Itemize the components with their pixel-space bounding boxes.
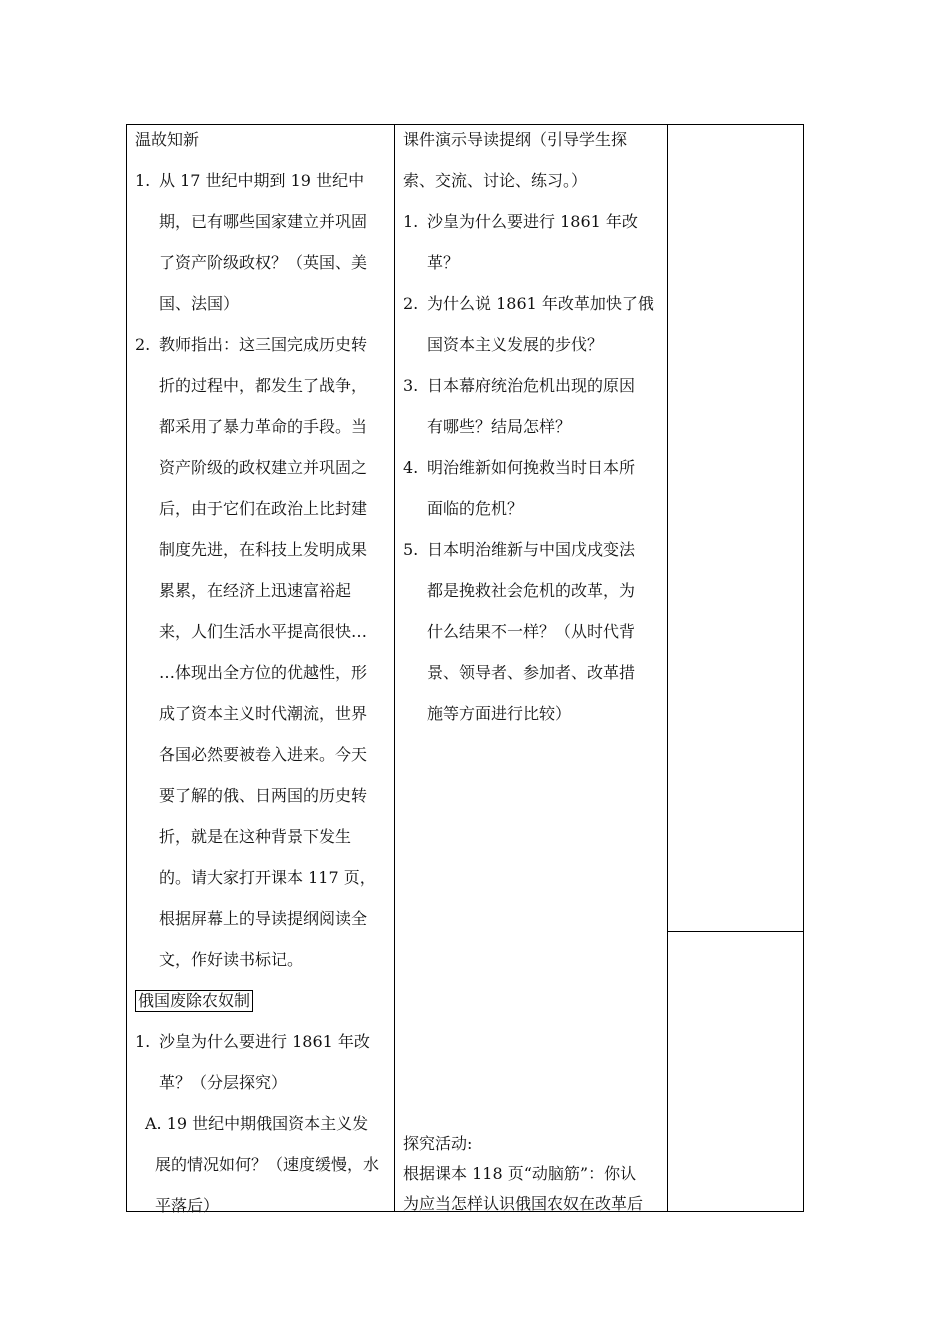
question-item: 4. 明治维新如何挽救当时日本所 (403, 458, 636, 477)
notes-cell-top (675, 125, 800, 925)
question-line: 有哪些？结局怎样？ (427, 417, 572, 436)
list-item-line: 国、法国） (159, 294, 240, 313)
list-item: 1. 从 17 世纪中期到 19 世纪中 (135, 171, 365, 190)
sub-question: A. 19 世纪中期俄国资本主义发 (145, 1114, 369, 1133)
list-item-line: 了资产阶级政权？（英国、美 (159, 253, 368, 272)
list-item-line: 文，作好读书标记。 (159, 950, 304, 969)
column-1-content (135, 119, 390, 1226)
outline-intro: 课件演示导读提纲（引导学生探 (403, 130, 628, 149)
question-line: 什么结果不一样？（从时代背 (427, 622, 636, 641)
list-item-line: 来，人们生活水平提高很快… (159, 622, 368, 641)
sub-question-line: 平落后） (155, 1196, 220, 1215)
column-divider-2 (667, 125, 668, 1211)
activity-block (403, 1129, 665, 1219)
list-item-line: …体现出全方位的优越性，形 (159, 663, 368, 682)
list-item-line: 期，已有哪些国家建立并巩固 (159, 212, 368, 231)
activity-line: 为应当怎样认识俄国农奴在改革后 (403, 1194, 644, 1213)
list-item: 1. 沙皇为什么要进行 1861 年改 (135, 1032, 370, 1051)
list-item-line: 革？（分层探究） (159, 1073, 288, 1092)
list-item-line: 制度先进，在科技上发明成果 (159, 540, 368, 559)
list-item-line: 累累，在经济上迅速富裕起 (159, 581, 352, 600)
list-item-line: 的。请大家打开课本 117 页， (159, 868, 376, 887)
question-item: 3. 日本幕府统治危机出现的原因 (403, 376, 636, 395)
outline-intro-line: 索、交流、讨论、练习。） (403, 171, 588, 190)
question-line: 景、领导者、参加者、改革措 (427, 663, 636, 682)
sub-question-line: 展的情况如何？（速度缓慢，水 (155, 1155, 380, 1174)
list-item-line: 折，就是在这种背景下发生 (159, 827, 352, 846)
list-item-line: 成了资本主义时代潮流，世界 (159, 704, 368, 723)
list-item-line: 都采用了暴力革命的手段。当 (159, 417, 368, 436)
activity-line: 根据课本 118 页“动脑筋”：你认 (403, 1164, 637, 1183)
column-2-content (403, 119, 665, 734)
column-divider-1 (394, 125, 395, 1211)
activity-title: 探究活动: (403, 1134, 473, 1153)
list-item: 2. 教师指出：这三国完成历史转 (135, 335, 368, 354)
question-line: 革？ (427, 253, 460, 272)
question-line: 国资本主义发展的步伐？ (427, 335, 604, 354)
notes-cell-bottom (675, 935, 800, 1205)
list-item-line: 根据屏幕上的导读提纲阅读全 (159, 909, 368, 928)
question-item: 5. 日本明治维新与中国戊戌变法 (403, 540, 636, 559)
list-item-line: 后，由于它们在政治上比封建 (159, 499, 368, 518)
lesson-table (126, 124, 804, 1215)
question-item: 2. 为什么说 1861 年改革加快了俄 (403, 294, 654, 313)
review-heading: 温故知新 (135, 130, 200, 149)
question-line: 施等方面进行比较） (427, 704, 572, 723)
row-divider (667, 931, 804, 932)
section-title-row (135, 980, 390, 1021)
section-title: 俄国废除农奴制 (135, 990, 253, 1012)
list-item-line: 要了解的俄、日两国的历史转 (159, 786, 368, 805)
list-item-line: 资产阶级的政权建立并巩固之 (159, 458, 368, 477)
question-item: 1. 沙皇为什么要进行 1861 年改 (403, 212, 638, 231)
question-line: 面临的危机？ (427, 499, 524, 518)
list-item-line: 各国必然要被卷入进来。今天 (159, 745, 368, 764)
question-line: 都是挽救社会危机的改革，为 (427, 581, 636, 600)
list-item-line: 折的过程中，都发生了战争， (159, 376, 368, 395)
